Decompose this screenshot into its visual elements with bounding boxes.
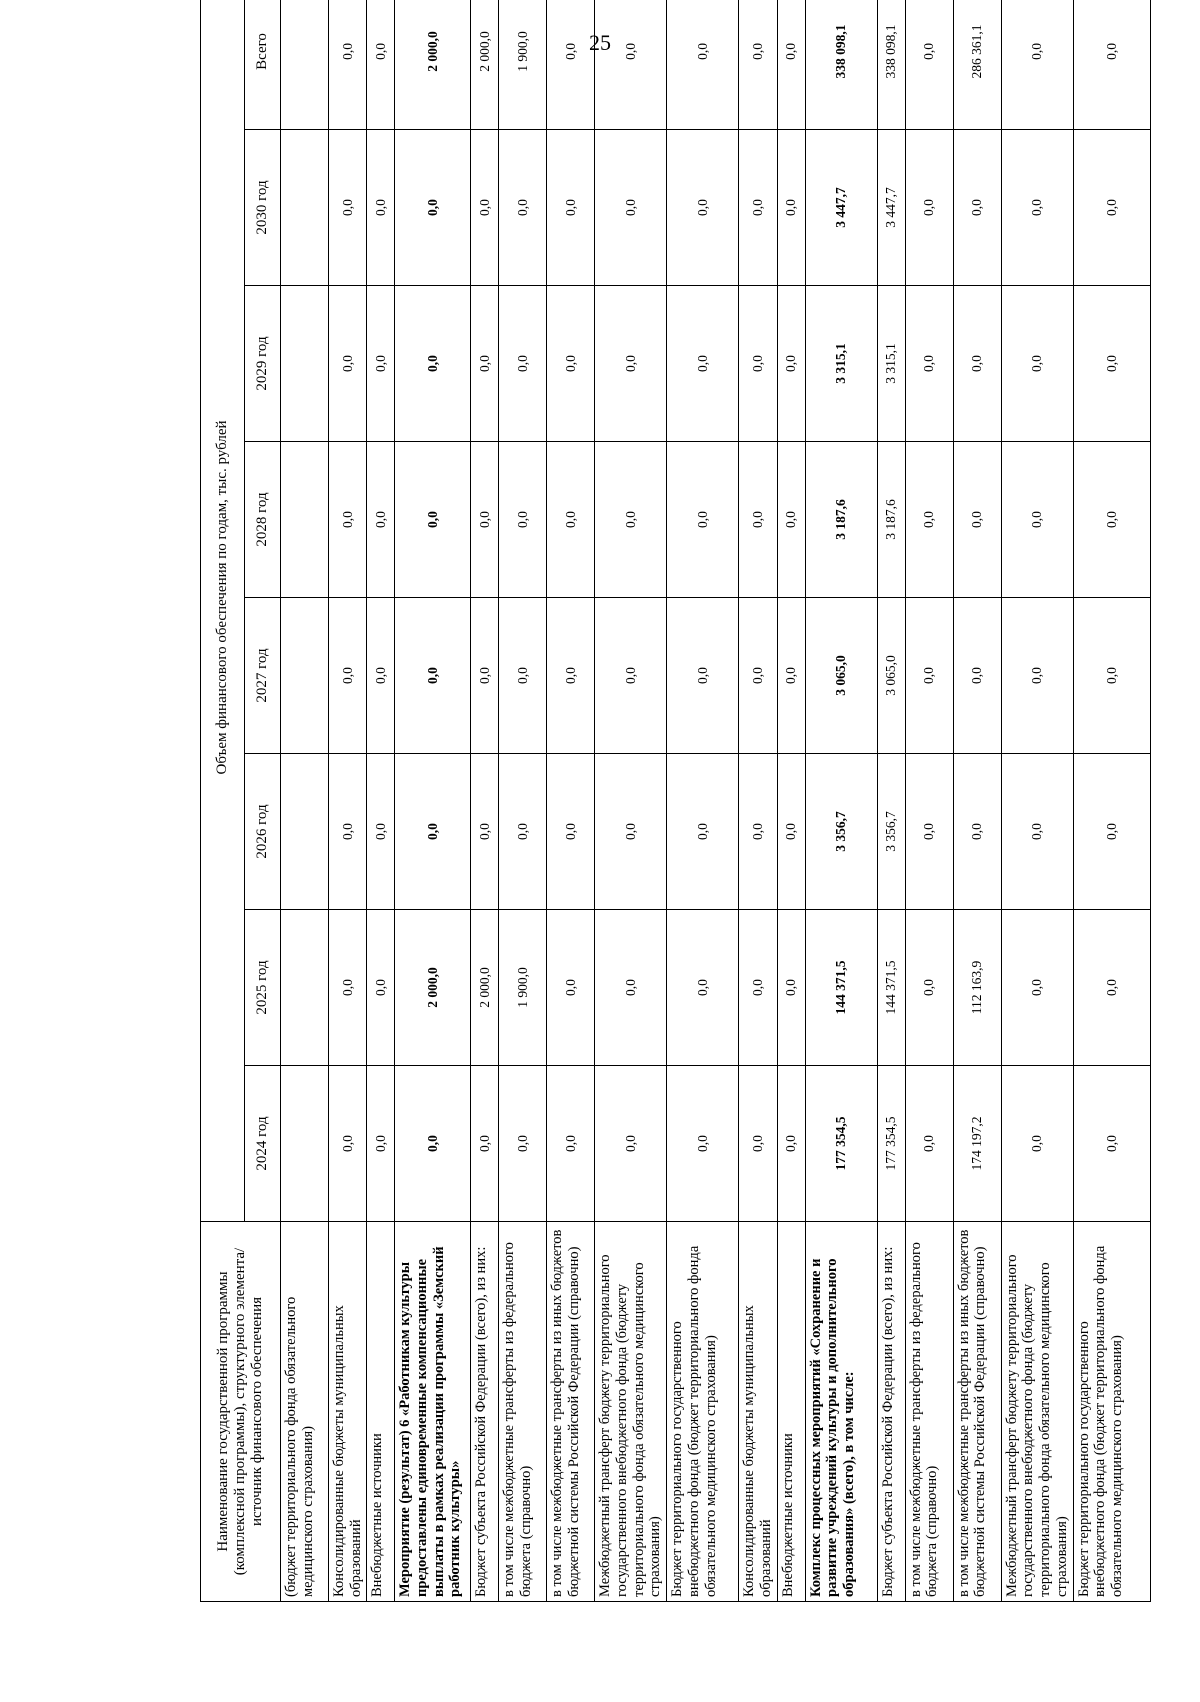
value-cell: 0,0 — [367, 598, 395, 754]
value-cell: 3 187,6 — [877, 442, 905, 598]
value-cell: 0,0 — [1073, 598, 1150, 754]
row-name-cell: Бюджет территориального государственного внебюджетного фонда (бюджет территориального фонда обязательного медицинского страхования) — [1073, 1222, 1150, 1602]
value-cell: 0,0 — [739, 286, 777, 442]
value-cell: 2 000,0 — [471, 0, 499, 130]
value-cell: 0,0 — [547, 286, 595, 442]
value-cell: 0,0 — [367, 286, 395, 442]
value-cell: 0,0 — [739, 910, 777, 1066]
row-name-cell: Бюджет территориального государственного внебюджетного фонда (бюджет территориального фонда обязательного медицинского страхования) — [667, 1222, 739, 1602]
value-cell — [281, 130, 329, 286]
value-cell: 0,0 — [499, 754, 547, 910]
value-cell: 0,0 — [395, 754, 471, 910]
value-cell: 0,0 — [367, 910, 395, 1066]
value-cell: 0,0 — [595, 910, 667, 1066]
value-cell: 0,0 — [547, 0, 595, 130]
value-cell: 144 371,5 — [805, 910, 877, 1066]
year-header: 2029 год — [245, 286, 281, 442]
value-cell: 0,0 — [953, 598, 1001, 754]
value-cell: 0,0 — [667, 754, 739, 910]
value-cell: 0,0 — [471, 130, 499, 286]
value-cell — [281, 754, 329, 910]
value-cell: 0,0 — [595, 442, 667, 598]
value-cell: 0,0 — [739, 754, 777, 910]
value-cell — [281, 286, 329, 442]
value-cell: 0,0 — [739, 1066, 777, 1222]
table-row — [953, 0, 1001, 1602]
row-name-cell: Внебюджетные источники — [777, 1222, 805, 1602]
value-cell: 0,0 — [395, 442, 471, 598]
value-cell: 0,0 — [329, 0, 367, 130]
table-row — [805, 0, 877, 1602]
value-cell: 0,0 — [595, 0, 667, 130]
value-cell: 0,0 — [547, 754, 595, 910]
value-cell: 0,0 — [471, 598, 499, 754]
table-body — [281, 0, 1151, 1602]
value-cell: 0,0 — [953, 754, 1001, 910]
value-cell: 0,0 — [1073, 910, 1150, 1066]
value-cell: 0,0 — [395, 286, 471, 442]
value-cell: 177 354,5 — [877, 1066, 905, 1222]
value-cell: 0,0 — [329, 910, 367, 1066]
value-cell: 0,0 — [905, 598, 953, 754]
value-cell: 0,0 — [905, 0, 953, 130]
value-cell: 3 356,7 — [805, 754, 877, 910]
value-cell: 0,0 — [367, 442, 395, 598]
value-cell: 0,0 — [777, 1066, 805, 1222]
value-cell: 0,0 — [395, 598, 471, 754]
value-cell: 0,0 — [471, 1066, 499, 1222]
value-cell: 0,0 — [367, 0, 395, 130]
value-cell: 0,0 — [547, 130, 595, 286]
value-cell: 0,0 — [1073, 1066, 1150, 1222]
value-cell: 0,0 — [367, 1066, 395, 1222]
value-cell — [281, 910, 329, 1066]
value-cell: 0,0 — [1001, 910, 1073, 1066]
value-cell: 0,0 — [667, 910, 739, 1066]
value-cell: 0,0 — [499, 286, 547, 442]
value-cell: 0,0 — [905, 754, 953, 910]
row-name-cell: Межбюджетный трансферт бюджету территориального государственного внебюджетного фонда (бюджету территориального фонда обязательного медицинского страхования) — [595, 1222, 667, 1602]
table-row — [395, 0, 471, 1602]
row-name-cell: Бюджет субъекта Российской Федерации (всего), из них: — [877, 1222, 905, 1602]
value-cell: 0,0 — [739, 442, 777, 598]
row-name-cell: в том числе межбюджетные трансферты из иных бюджетов бюджетной системы Российской Федерации (справочно) — [953, 1222, 1001, 1602]
volume-header: Объем финансового обеспечения по годам, тыс. рублей — [201, 0, 245, 1222]
year-header: 2024 год — [245, 1066, 281, 1222]
value-cell: 0,0 — [777, 910, 805, 1066]
value-cell: 0,0 — [905, 286, 953, 442]
value-cell: 3 315,1 — [877, 286, 905, 442]
table-row — [595, 0, 667, 1602]
value-cell: 0,0 — [777, 598, 805, 754]
value-cell: 112 163,9 — [953, 910, 1001, 1066]
value-cell: 0,0 — [667, 1066, 739, 1222]
value-cell — [281, 442, 329, 598]
value-cell: 338 098,1 — [805, 0, 877, 130]
year-header: 2025 год — [245, 910, 281, 1066]
value-cell: 0,0 — [777, 130, 805, 286]
value-cell: 174 197,2 — [953, 1066, 1001, 1222]
value-cell: 0,0 — [1073, 442, 1150, 598]
table-row — [739, 0, 777, 1602]
value-cell: 0,0 — [471, 442, 499, 598]
value-cell: 0,0 — [905, 910, 953, 1066]
value-cell — [281, 598, 329, 754]
value-cell: 2 000,0 — [395, 0, 471, 130]
year-header: Всего — [245, 0, 281, 130]
value-cell: 0,0 — [739, 130, 777, 286]
value-cell: 0,0 — [739, 0, 777, 130]
table-row — [905, 0, 953, 1602]
value-cell: 0,0 — [547, 442, 595, 598]
name-column-header: Наименование государственной программы (комплексной программы), структурного элемента/источник финансового обеспечения — [201, 1222, 281, 1602]
value-cell: 0,0 — [595, 130, 667, 286]
value-cell: 0,0 — [1001, 0, 1073, 130]
value-cell — [281, 0, 329, 130]
value-cell: 0,0 — [1073, 0, 1150, 130]
value-cell: 144 371,5 — [877, 910, 905, 1066]
value-cell: 0,0 — [595, 754, 667, 910]
value-cell: 0,0 — [367, 130, 395, 286]
value-cell: 0,0 — [499, 598, 547, 754]
table-row — [877, 0, 905, 1602]
value-cell: 0,0 — [953, 442, 1001, 598]
value-cell: 0,0 — [329, 754, 367, 910]
value-cell: 0,0 — [395, 130, 471, 286]
table-row — [471, 0, 499, 1602]
value-cell: 0,0 — [547, 598, 595, 754]
row-name-cell: Комплекс процессных мероприятий «Сохранение и развитие учреждений культуры и дополнительного образования» (всего), в том числе: — [805, 1222, 877, 1602]
row-name-cell: Консолидированные бюджеты муниципальных образований — [739, 1222, 777, 1602]
value-cell: 3 356,7 — [877, 754, 905, 910]
table-row — [777, 0, 805, 1602]
value-cell: 0,0 — [667, 130, 739, 286]
value-cell — [281, 1066, 329, 1222]
value-cell: 0,0 — [777, 442, 805, 598]
value-cell: 2 000,0 — [471, 910, 499, 1066]
value-cell: 0,0 — [1073, 130, 1150, 286]
value-cell: 3 065,0 — [805, 598, 877, 754]
value-cell: 0,0 — [1001, 442, 1073, 598]
value-cell: 0,0 — [329, 1066, 367, 1222]
value-cell: 0,0 — [1073, 286, 1150, 442]
value-cell: 286 361,1 — [953, 0, 1001, 130]
value-cell: 0,0 — [1073, 754, 1150, 910]
table-row — [1073, 0, 1150, 1602]
value-cell: 0,0 — [905, 442, 953, 598]
table-row — [329, 0, 367, 1602]
table-row — [547, 0, 595, 1602]
year-header: 2028 год — [245, 442, 281, 598]
value-cell: 3 065,0 — [877, 598, 905, 754]
value-cell: 0,0 — [953, 286, 1001, 442]
value-cell: 0,0 — [471, 754, 499, 910]
value-cell: 0,0 — [1001, 598, 1073, 754]
value-cell: 0,0 — [1001, 1066, 1073, 1222]
value-cell: 0,0 — [777, 286, 805, 442]
table-row — [281, 0, 329, 1602]
year-header: 2026 год — [245, 754, 281, 910]
row-name-cell: в том числе межбюджетные трансферты из федерального бюджета (справочно) — [499, 1222, 547, 1602]
value-cell: 0,0 — [777, 0, 805, 130]
rotated-page-content — [200, 24, 1145, 1602]
value-cell: 0,0 — [595, 598, 667, 754]
value-cell: 0,0 — [329, 286, 367, 442]
value-cell: 0,0 — [905, 1066, 953, 1222]
year-header: 2027 год — [245, 598, 281, 754]
page-number: 25 — [589, 30, 611, 55]
value-cell: 338 098,1 — [877, 0, 905, 130]
value-cell: 0,0 — [547, 1066, 595, 1222]
table-row — [499, 0, 547, 1602]
value-cell: 0,0 — [547, 910, 595, 1066]
value-cell: 0,0 — [1001, 130, 1073, 286]
value-cell: 2 000,0 — [395, 910, 471, 1066]
value-cell: 0,0 — [499, 442, 547, 598]
value-cell: 0,0 — [595, 286, 667, 442]
row-name-cell: в том числе межбюджетные трансферты из федерального бюджета (справочно) — [905, 1222, 953, 1602]
value-cell: 0,0 — [667, 0, 739, 130]
value-cell: 0,0 — [471, 286, 499, 442]
value-cell: 1 900,0 — [499, 910, 547, 1066]
value-cell: 0,0 — [329, 442, 367, 598]
row-name-cell: Консолидированные бюджеты муниципальных образований — [329, 1222, 367, 1602]
value-cell: 0,0 — [329, 598, 367, 754]
value-cell: 1 900,0 — [499, 0, 547, 130]
row-name-cell: Мероприятие (результат) 6 «Работникам культуры предоставлены единовременные компенсационные выплаты в рамках реализации программы «Земский работник культуры» — [395, 1222, 471, 1602]
value-cell: 0,0 — [595, 1066, 667, 1222]
value-cell: 0,0 — [777, 754, 805, 910]
row-name-cell: в том числе межбюджетные трансферты из иных бюджетов бюджетной системы Российской Федерации (справочно) — [547, 1222, 595, 1602]
value-cell: 0,0 — [953, 130, 1001, 286]
value-cell: 0,0 — [1001, 754, 1073, 910]
value-cell: 0,0 — [667, 598, 739, 754]
value-cell: 0,0 — [499, 1066, 547, 1222]
value-cell: 0,0 — [667, 442, 739, 598]
value-cell: 0,0 — [739, 598, 777, 754]
row-name-cell: Бюджет субъекта Российской Федерации (всего), из них: — [471, 1222, 499, 1602]
value-cell: 0,0 — [499, 130, 547, 286]
table-row — [667, 0, 739, 1602]
financing-table — [200, 0, 1151, 1602]
value-cell: 0,0 — [329, 130, 367, 286]
value-cell: 3 447,7 — [805, 130, 877, 286]
row-name-cell: Внебюджетные источники — [367, 1222, 395, 1602]
value-cell: 3 447,7 — [877, 130, 905, 286]
table-row — [1001, 0, 1073, 1602]
row-name-cell: (бюджет территориального фонда обязательного медицинского страхования) — [281, 1222, 329, 1602]
table-row — [367, 0, 395, 1602]
value-cell: 0,0 — [1001, 286, 1073, 442]
value-cell: 3 315,1 — [805, 286, 877, 442]
value-cell: 177 354,5 — [805, 1066, 877, 1222]
value-cell: 0,0 — [905, 130, 953, 286]
value-cell: 0,0 — [367, 754, 395, 910]
value-cell: 0,0 — [395, 1066, 471, 1222]
row-name-cell: Межбюджетный трансферт бюджету территориального государственного внебюджетного фонда (бюджету территориального фонда обязательного медицинского страхования) — [1001, 1222, 1073, 1602]
value-cell: 3 187,6 — [805, 442, 877, 598]
value-cell: 0,0 — [667, 286, 739, 442]
year-header: 2030 год — [245, 130, 281, 286]
